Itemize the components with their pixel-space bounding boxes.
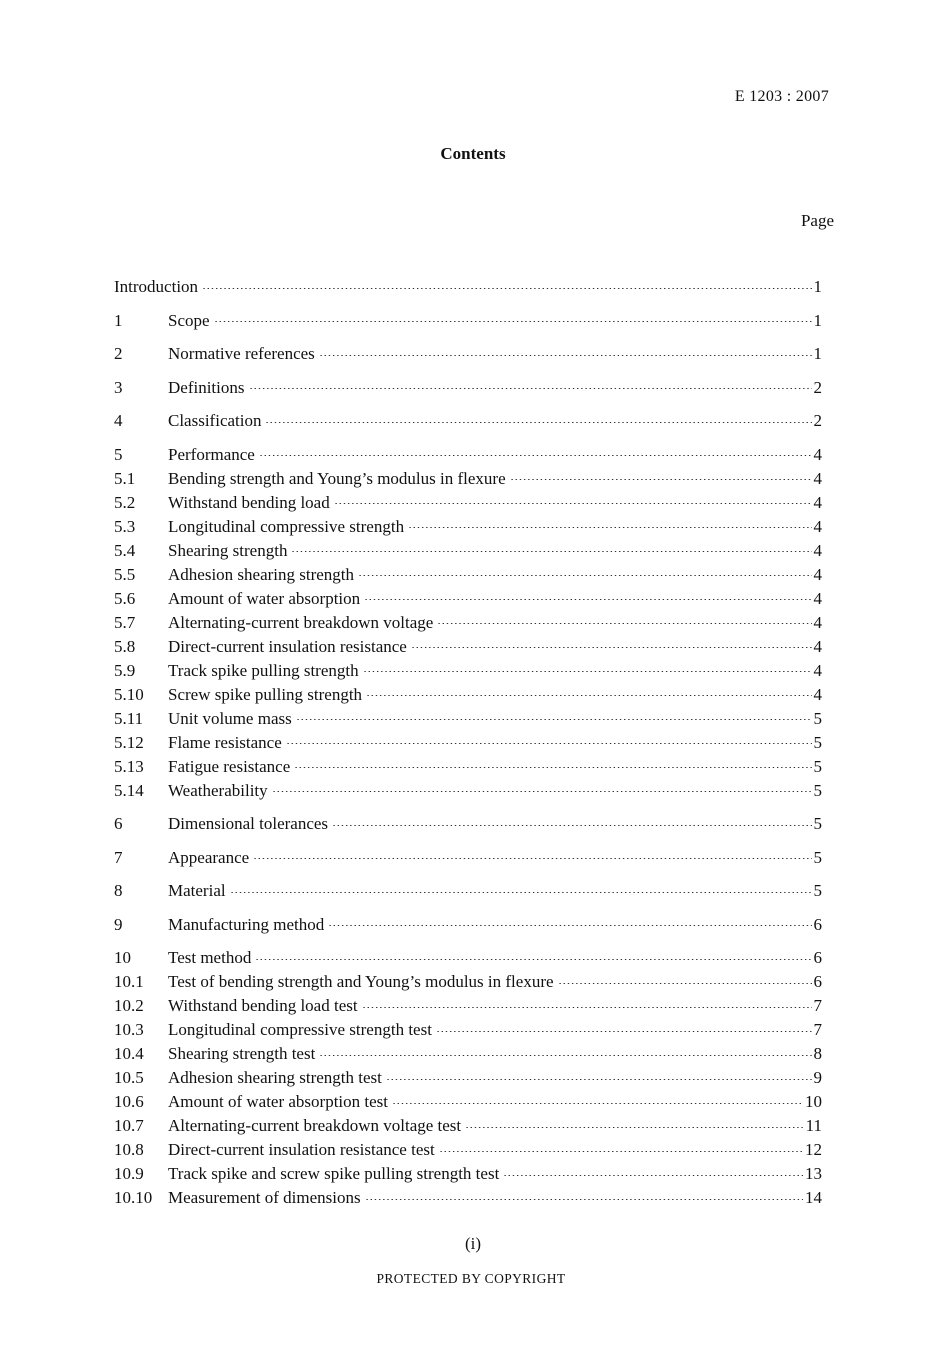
toc-entry-number: 5.2 bbox=[114, 492, 136, 512]
toc-entry-number: 5.5 bbox=[114, 564, 136, 584]
toc-entry[interactable] bbox=[114, 707, 822, 731]
dot-leader bbox=[294, 767, 811, 768]
toc-entry-title: Shearing strength test bbox=[168, 1044, 316, 1063]
toc-entry-page: 4 bbox=[813, 588, 822, 608]
dot-leader bbox=[249, 388, 812, 389]
toc-entry-number: 10.7 bbox=[114, 1116, 144, 1135]
toc-entry[interactable] bbox=[114, 659, 822, 683]
toc-entry[interactable] bbox=[114, 1018, 822, 1042]
toc-entry-page: 2 bbox=[813, 411, 822, 430]
toc-entry[interactable] bbox=[114, 563, 822, 587]
toc-entry[interactable] bbox=[114, 812, 822, 836]
dot-leader bbox=[366, 695, 811, 696]
toc-entry-title: Classification bbox=[168, 411, 262, 430]
toc-entry-number: 5.4 bbox=[114, 540, 136, 560]
toc-entry-title: Longitudinal compressive strength bbox=[168, 516, 405, 536]
toc-entry-number: 10.2 bbox=[114, 996, 144, 1015]
toc-entry-number: 5 bbox=[114, 444, 123, 464]
dot-leader bbox=[272, 791, 812, 792]
toc-entry-number: 5.14 bbox=[114, 780, 144, 800]
toc-entry[interactable] bbox=[114, 1042, 822, 1066]
toc-entry-title: Adhesion shearing strength bbox=[168, 564, 355, 584]
toc-entry-number: 10.10 bbox=[114, 1188, 153, 1207]
toc-entry-page: 9 bbox=[813, 1068, 822, 1087]
toc-entry[interactable] bbox=[114, 1186, 822, 1210]
copyright-notice: PROTECTED BY COPYRIGHT bbox=[376, 1271, 566, 1286]
dot-leader bbox=[364, 599, 811, 600]
toc-entry-page: 4 bbox=[813, 444, 822, 464]
toc-entry-number: 9 bbox=[114, 914, 123, 934]
toc-entry-page: 1 bbox=[813, 277, 822, 296]
dot-leader bbox=[334, 503, 812, 504]
toc-entry-title: Test method bbox=[168, 948, 252, 967]
toc-entry-title: Track spike and screw spike pulling strength test bbox=[168, 1164, 500, 1183]
toc-entry-number: 10.5 bbox=[114, 1068, 144, 1087]
toc-entry-page: 10 bbox=[805, 1092, 822, 1111]
toc-entry[interactable] bbox=[114, 779, 822, 803]
toc-entry-title: Screw spike pulling strength bbox=[168, 684, 363, 704]
toc-entry-title: Manufacturing method bbox=[168, 914, 325, 934]
toc-entry[interactable] bbox=[114, 409, 822, 433]
dot-leader bbox=[503, 1175, 803, 1176]
toc-entry-title: Direct-current insulation resistance bbox=[168, 636, 407, 656]
toc-entry-number: 10.4 bbox=[114, 1044, 144, 1063]
toc-entry-page: 13 bbox=[805, 1164, 822, 1183]
toc-entry-page: 5 bbox=[813, 708, 822, 728]
toc-entry-title: Bending strength and Young’s modulus in flexure bbox=[168, 468, 506, 488]
dot-leader bbox=[286, 743, 812, 744]
toc-entry-title: Introduction bbox=[114, 277, 199, 296]
toc-entry-number: 10.1 bbox=[114, 972, 144, 991]
toc-entry-page: 4 bbox=[813, 516, 822, 536]
toc-entry-title: Alternating-current breakdown voltage bbox=[168, 612, 434, 632]
toc-entry-number: 5.3 bbox=[114, 516, 136, 536]
toc-entry-page: 5 bbox=[813, 756, 822, 776]
toc-entry-number: 10.6 bbox=[114, 1092, 144, 1111]
toc-entry-page: 1 bbox=[813, 344, 822, 363]
toc-entry-number: 10.8 bbox=[114, 1140, 144, 1159]
toc-entry[interactable] bbox=[114, 1138, 822, 1162]
page-column-label: Page bbox=[800, 211, 834, 230]
toc-entry-title: Alternating-current breakdown voltage test bbox=[168, 1116, 462, 1135]
toc-entry[interactable] bbox=[114, 539, 822, 563]
toc-entry-number: 10.9 bbox=[114, 1164, 144, 1183]
toc-entry-number: 4 bbox=[114, 411, 123, 430]
dot-leader bbox=[214, 321, 812, 322]
dot-leader bbox=[265, 422, 811, 423]
dot-leader bbox=[230, 892, 812, 893]
toc-entry[interactable] bbox=[114, 1114, 822, 1138]
dot-leader bbox=[558, 983, 812, 984]
toc-entry-number: 5.10 bbox=[114, 684, 144, 704]
toc-entry[interactable] bbox=[114, 491, 822, 515]
toc-entry[interactable] bbox=[114, 467, 822, 491]
toc-entry[interactable] bbox=[114, 994, 822, 1018]
toc-entry-title: Normative references bbox=[168, 344, 315, 363]
toc-entry-number: 5.8 bbox=[114, 636, 136, 656]
dot-leader bbox=[332, 825, 811, 826]
toc-entry-number: 2 bbox=[114, 344, 123, 363]
toc-entry[interactable] bbox=[114, 1090, 822, 1114]
toc-entry-page: 4 bbox=[813, 636, 822, 656]
toc-entry-page: 5 bbox=[813, 881, 822, 900]
toc-entry-page: 1 bbox=[813, 310, 822, 330]
dot-leader bbox=[392, 1103, 803, 1104]
dot-leader bbox=[259, 455, 812, 456]
toc-entry-number: 5.13 bbox=[114, 756, 144, 776]
toc-entry-number: 5.6 bbox=[114, 588, 136, 608]
dot-leader bbox=[253, 858, 811, 859]
toc-entry-page: 5 bbox=[813, 814, 822, 833]
toc-entry-title: Withstand bending load test bbox=[168, 996, 358, 1015]
toc-entry[interactable] bbox=[114, 946, 822, 970]
toc-entry[interactable] bbox=[114, 635, 822, 659]
dot-leader bbox=[408, 527, 811, 528]
toc-entry-page: 4 bbox=[813, 492, 822, 512]
dot-leader bbox=[363, 671, 812, 672]
toc-entry-number: 3 bbox=[114, 377, 123, 397]
toc-entry[interactable] bbox=[114, 846, 822, 870]
toc-entry-title: Unit volume mass bbox=[168, 708, 292, 728]
toc-entry-title: Dimensional tolerances bbox=[168, 814, 329, 833]
toc-entry-page: 4 bbox=[813, 468, 822, 488]
toc-entry-number: 10.3 bbox=[114, 1020, 144, 1039]
toc-entry[interactable] bbox=[114, 309, 822, 333]
toc-entry-title: Amount of water absorption test bbox=[168, 1092, 389, 1111]
toc-entry-number: 1 bbox=[114, 310, 123, 330]
toc-entry-number: 6 bbox=[114, 814, 123, 833]
toc-entry-title: Flame resistance bbox=[168, 732, 282, 752]
toc-entry-title: Measurement of dimensions bbox=[168, 1188, 361, 1207]
toc-entry-title: Test of bending strength and Young’s modulus in flexure bbox=[168, 972, 554, 991]
toc-entry-number: 10 bbox=[114, 948, 131, 967]
toc-entry[interactable] bbox=[114, 683, 822, 707]
toc-entry-page: 4 bbox=[813, 660, 822, 680]
toc-entry[interactable] bbox=[114, 913, 822, 937]
toc-entry-title: Longitudinal compressive strength test bbox=[168, 1020, 432, 1039]
toc-entry-title: Withstand bending load bbox=[168, 492, 330, 512]
dot-leader bbox=[328, 925, 811, 926]
dot-leader bbox=[386, 1079, 812, 1080]
toc-entry-title: Fatigue resistance bbox=[168, 756, 291, 776]
toc-entry-page: 2 bbox=[813, 377, 822, 397]
toc-entry[interactable] bbox=[114, 275, 822, 299]
dot-leader bbox=[319, 1055, 811, 1056]
dot-leader bbox=[358, 575, 811, 576]
toc-entry-page: 4 bbox=[813, 612, 822, 632]
toc-entry-number: 5.9 bbox=[114, 660, 136, 680]
toc-entry[interactable] bbox=[114, 970, 822, 994]
toc-entry[interactable] bbox=[114, 755, 822, 779]
dot-leader bbox=[465, 1127, 803, 1128]
toc-entry-title: Performance bbox=[168, 444, 255, 464]
dot-leader bbox=[510, 479, 812, 480]
toc-entry-number: 5.7 bbox=[114, 612, 136, 632]
toc-entry[interactable] bbox=[114, 1162, 822, 1186]
toc-entry[interactable] bbox=[114, 376, 822, 400]
dot-leader bbox=[437, 623, 811, 624]
toc-entry-page: 12 bbox=[805, 1140, 822, 1159]
toc-entry-page: 6 bbox=[813, 948, 822, 967]
toc-entry-title: Appearance bbox=[168, 847, 250, 867]
toc-entry[interactable] bbox=[114, 342, 822, 366]
toc-entry-title: Scope bbox=[168, 310, 210, 330]
dot-leader bbox=[255, 959, 811, 960]
toc-entry-page: 6 bbox=[813, 914, 822, 934]
dot-leader bbox=[319, 355, 812, 356]
toc-entry-page: 5 bbox=[813, 780, 822, 800]
dot-leader bbox=[365, 1199, 803, 1200]
dot-leader bbox=[362, 1007, 812, 1008]
toc-entry-page: 4 bbox=[813, 564, 822, 584]
toc-entry-page: 11 bbox=[805, 1116, 822, 1135]
toc-entry-title: Adhesion shearing strength test bbox=[168, 1068, 382, 1087]
document-id: E 1203 : 2007 bbox=[734, 88, 829, 105]
toc-entry-number: 5.1 bbox=[114, 468, 136, 488]
toc-entry[interactable] bbox=[114, 879, 822, 903]
toc-entry-page: 7 bbox=[813, 1020, 822, 1039]
toc-entry[interactable] bbox=[114, 611, 822, 635]
dot-leader bbox=[439, 1151, 803, 1152]
toc-entry[interactable] bbox=[114, 515, 822, 539]
toc-entry-title: Shearing strength bbox=[168, 540, 288, 560]
toc-entry-title: Track spike pulling strength bbox=[168, 660, 359, 680]
table-of-contents bbox=[114, 275, 822, 1210]
toc-entry[interactable] bbox=[114, 1066, 822, 1090]
toc-entry-number: 5.11 bbox=[114, 708, 144, 728]
page-title: Contents bbox=[440, 144, 506, 163]
toc-entry-page: 8 bbox=[813, 1044, 822, 1063]
toc-entry[interactable] bbox=[114, 731, 822, 755]
dot-leader bbox=[411, 647, 812, 648]
toc-entry-page: 4 bbox=[813, 540, 822, 560]
toc-entry-title: Material bbox=[168, 881, 226, 900]
toc-entry-page: 5 bbox=[813, 847, 822, 867]
toc-entry-page: 14 bbox=[805, 1188, 822, 1207]
toc-entry-title: Direct-current insulation resistance test bbox=[168, 1140, 435, 1159]
dot-leader bbox=[296, 719, 812, 720]
toc-entry-page: 6 bbox=[813, 972, 822, 991]
toc-entry-page: 5 bbox=[813, 732, 822, 752]
toc-entry-page: 4 bbox=[813, 684, 822, 704]
toc-entry-title: Amount of water absorption bbox=[168, 588, 361, 608]
toc-entry-number: 8 bbox=[114, 881, 123, 900]
toc-entry[interactable] bbox=[114, 443, 822, 467]
toc-entry-number: 5.12 bbox=[114, 732, 144, 752]
dot-leader bbox=[291, 551, 811, 552]
dot-leader bbox=[436, 1031, 812, 1032]
footer-page-number: (i) bbox=[464, 1234, 482, 1253]
toc-entry-title: Weatherability bbox=[168, 780, 268, 800]
dot-leader bbox=[202, 288, 811, 289]
toc-entry-title: Definitions bbox=[168, 377, 245, 397]
toc-entry-number: 7 bbox=[114, 847, 123, 867]
toc-entry[interactable] bbox=[114, 587, 822, 611]
toc-entry-page: 7 bbox=[813, 996, 822, 1015]
